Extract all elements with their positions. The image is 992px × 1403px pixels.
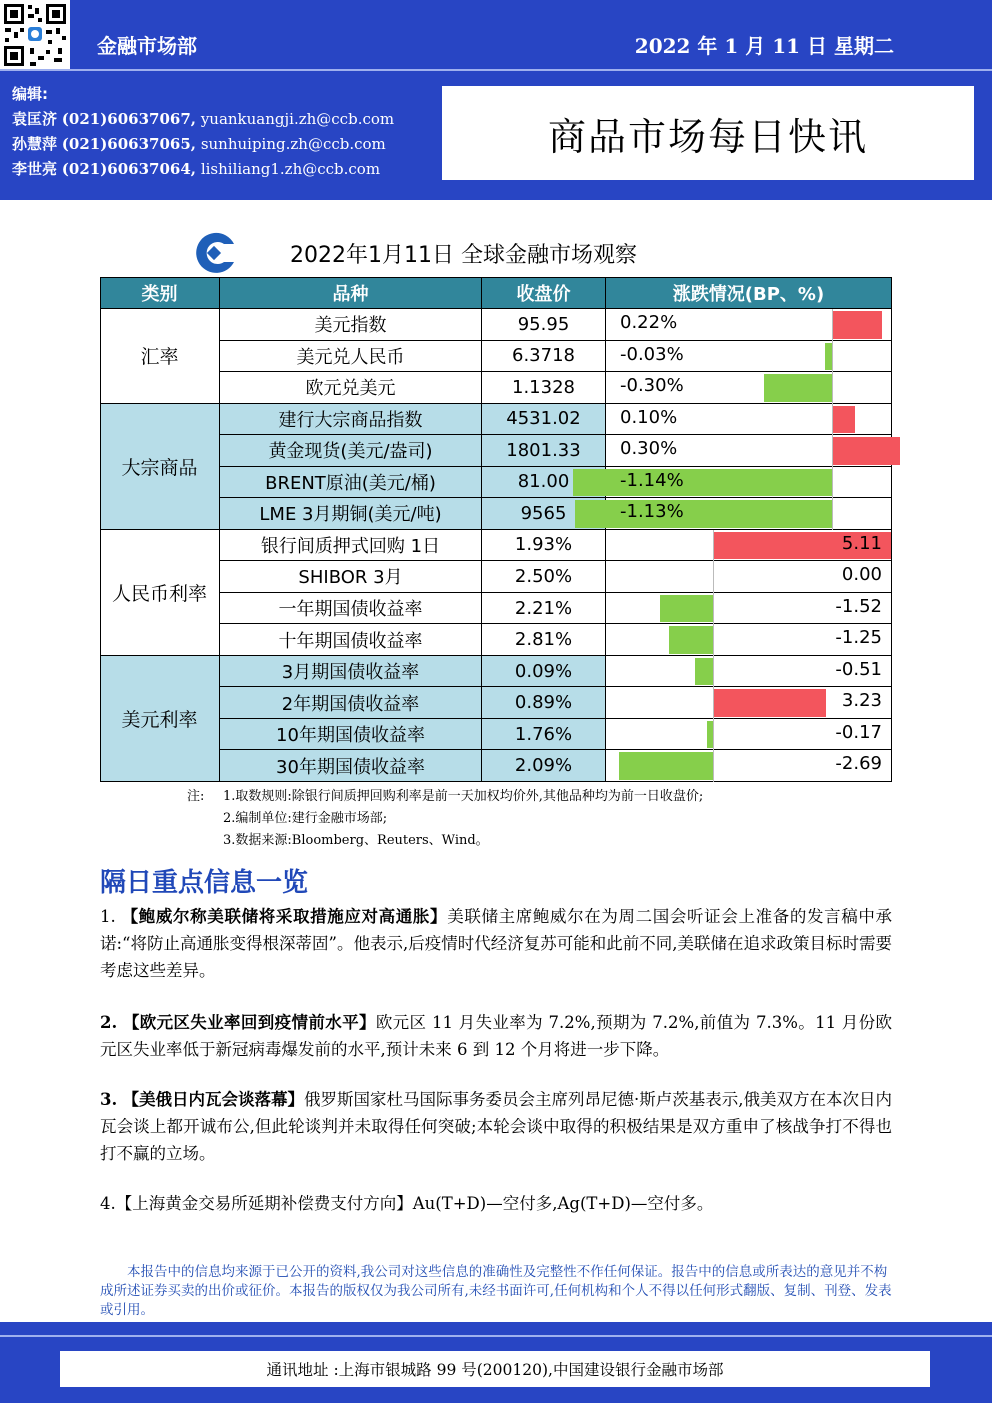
editor-row <box>12 107 394 132</box>
news-item <box>100 1086 892 1167</box>
news-number: 4. <box>100 1194 116 1213</box>
instrument-name: 2年期国债收益率 <box>220 687 482 719</box>
footer-divider <box>0 1335 992 1337</box>
data-bar <box>619 752 713 780</box>
news-body: 美联储主席鲍威尔在为周二国会听证会上准备的发言稿中承诺:“将防止高通胀变得根深蒂固”。他表示,后疫情时代经济复苏可能和此前不同,美联储在追求政策目标时需要考虑这些差异。 <box>100 907 893 980</box>
close-price: 2.50% <box>482 561 606 593</box>
close-price: 2.21% <box>482 593 606 625</box>
page-header <box>0 0 992 200</box>
data-bar <box>832 311 882 339</box>
news-body: 俄罗斯国家杜马国际事务委员会主席列昂尼德·斯卢茨基表示,俄美双方在本次日内瓦会谈上都开诚布公,但此轮谈判并未取得任何突破;本轮会谈中取得的积极结果是双方重申了核战争打不得也打不赢的立场。 <box>100 1090 893 1163</box>
data-label: 0.30% <box>620 438 678 460</box>
data-label: 0.00 <box>841 564 882 586</box>
data-label: 0.10% <box>620 406 678 428</box>
close-price: 0.09% <box>482 656 606 688</box>
column-header: 涨跌情况(BP、%) <box>606 277 892 309</box>
news-number: 1. <box>100 907 116 926</box>
news-body: Au(T+D)—空付多,Ag(T+D)—空付多。 <box>412 1194 714 1213</box>
instrument-name: 建行大宗商品指数 <box>220 404 482 436</box>
section-title: 隔日重点信息一览 <box>100 868 309 898</box>
instrument-name: 10年期国债收益率 <box>220 719 482 751</box>
table-title: 2022年1月11日 全球金融市场观察 <box>290 243 637 268</box>
data-bar <box>575 500 832 528</box>
zero-axis <box>832 309 833 530</box>
instrument-name: 一年期国债收益率 <box>220 593 482 625</box>
data-bar <box>669 626 713 654</box>
editor-phone: (021)60637064, <box>61 160 197 178</box>
news-headline: 【上海黄金交易所延期补偿费支付方向】 <box>115 1194 413 1213</box>
data-label: -0.03% <box>620 343 684 365</box>
close-price: 2.09% <box>482 750 606 782</box>
instrument-name: 美元指数 <box>220 309 482 341</box>
data-label: 3.23 <box>841 690 882 712</box>
data-label: -1.52 <box>835 595 882 617</box>
report-title: 商品市场每日快讯 <box>547 114 868 159</box>
news-item <box>100 903 892 984</box>
close-price: 0.89% <box>482 687 606 719</box>
editor-name: 李世亮 <box>12 160 58 178</box>
editors-label: 编辑: <box>12 85 48 103</box>
editor-email[interactable]: sunhuiping.zh@ccb.com <box>200 135 386 153</box>
close-price: 6.3718 <box>482 341 606 373</box>
data-label: -0.17 <box>835 721 882 743</box>
market-table <box>100 277 892 782</box>
news-headline: 【美俄日内瓦会谈落幕】 <box>122 1090 304 1109</box>
news-item <box>100 1009 892 1063</box>
news-number: 2. <box>100 1013 118 1032</box>
close-price: 2.81% <box>482 624 606 656</box>
category-label: 大宗商品 <box>100 404 220 530</box>
news-number: 3. <box>100 1090 118 1109</box>
instrument-name: 30年期国债收益率 <box>220 750 482 782</box>
data-label: -1.14% <box>620 469 684 491</box>
instrument-name: 黄金现货(美元/盎司) <box>220 435 482 467</box>
data-bar <box>832 437 900 465</box>
instrument-name: 欧元兑美元 <box>220 372 482 404</box>
category-label: 美元利率 <box>100 656 220 782</box>
notes-label: 注: <box>187 789 205 804</box>
data-label: 0.22% <box>620 312 678 333</box>
news-headline: 【鲍威尔称美联储将采取措施应对高通胀】 <box>121 907 448 926</box>
close-price: 1.93% <box>482 530 606 562</box>
zero-axis <box>713 530 714 782</box>
news-body: 欧元区 11 月失业率为 7.2%,预期为 7.2%,前值为 7.3%。11 月份欧元区失业率低于新冠病毒爆发前的水平,预计未来 6 到 12 个月将进一步下降。 <box>100 1013 892 1059</box>
close-price: 1.1328 <box>482 372 606 404</box>
editor-email[interactable]: lishiliang1.zh@ccb.com <box>200 160 381 178</box>
close-price: 1801.33 <box>482 435 606 467</box>
data-bar <box>832 406 855 434</box>
data-bar <box>660 595 713 623</box>
note-item: 1.取数规则:除银行间质押回购利率是前一天加权均价外,其他品种均为前一日收盘价; <box>223 789 704 804</box>
instrument-name: BRENT原油(美元/桶) <box>220 467 482 499</box>
editor-email[interactable]: yuankuangji.zh@ccb.com <box>200 110 395 128</box>
editor-name: 袁匡济 <box>12 110 58 128</box>
data-bar <box>764 374 832 402</box>
disclaimer: 本报告中的信息均来源于已公开的资料,我公司对这些信息的准确性及完整性不作任何保证。报告中的信息或所表达的意见并不构成所述证券买卖的出价或征价。本报告的版权仅为我公司所有,未经书面许可,任何机构和个人不得以任何形式翻版、复制、刊登、发表或引用。 <box>100 1264 892 1318</box>
editor-row <box>12 157 394 182</box>
instrument-name: 银行间质押式回购 1日 <box>220 530 482 562</box>
footer-address: 通讯地址 :上海市银城路 99 号(200120),中国建设银行金融市场部 <box>266 1361 724 1379</box>
data-label: -1.25 <box>835 627 882 649</box>
report-title-box <box>442 86 974 180</box>
report-date: 2022 年 1 月 11 日 星期二 <box>634 34 894 58</box>
category-label: 汇率 <box>100 309 220 404</box>
editor-phone: (021)60637067, <box>61 110 197 128</box>
table-notes <box>187 786 703 852</box>
header-divider <box>0 69 992 71</box>
qr-code-icon <box>0 0 70 70</box>
data-label: -1.13% <box>620 501 684 523</box>
note-item: 2.编制单位:建行金融市场部; <box>223 811 388 826</box>
footer-address-box <box>60 1351 930 1387</box>
instrument-name: 美元兑人民币 <box>220 341 482 373</box>
close-price: 9565 <box>482 498 606 530</box>
data-label: -2.69 <box>835 753 882 775</box>
data-label: 5.11 <box>841 532 882 554</box>
editor-name: 孙慧萍 <box>12 135 58 153</box>
column-header: 收盘价 <box>482 277 606 309</box>
column-header: 品种 <box>220 277 482 309</box>
editor-phone: (021)60637065, <box>61 135 197 153</box>
close-price: 1.76% <box>482 719 606 751</box>
department-name: 金融市场部 <box>97 34 197 58</box>
data-bar <box>573 469 832 497</box>
data-label: -0.51 <box>835 658 882 680</box>
instrument-name: SHIBOR 3月 <box>220 561 482 593</box>
data-bar <box>825 343 832 371</box>
category-label: 人民币利率 <box>100 530 220 656</box>
close-price: 81.00 <box>482 467 606 499</box>
instrument-name: LME 3月期铜(美元/吨) <box>220 498 482 530</box>
column-header: 类别 <box>100 277 220 309</box>
close-price: 4531.02 <box>482 404 606 436</box>
editor-row <box>12 132 394 157</box>
data-bar <box>713 689 826 717</box>
news-item <box>100 1190 892 1217</box>
data-bar <box>695 658 713 686</box>
data-label: -0.30% <box>620 375 684 397</box>
instrument-name: 3月期国债收益率 <box>220 656 482 688</box>
ccb-logo-icon <box>190 232 240 274</box>
close-price: 95.95 <box>482 309 606 341</box>
instrument-name: 十年期国债收益率 <box>220 624 482 656</box>
editors-block <box>12 82 394 182</box>
note-item: 3.数据来源:Bloomberg、Reuters、Wind。 <box>223 833 489 848</box>
news-headline: 【欧元区失业率回到疫情前水平】 <box>122 1013 376 1032</box>
